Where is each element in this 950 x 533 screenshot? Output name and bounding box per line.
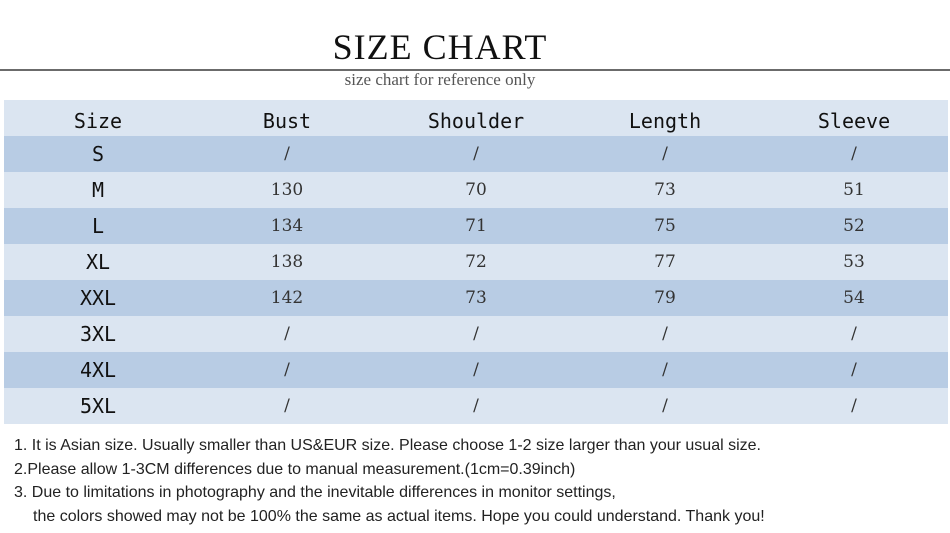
table-row [4,316,948,352]
length-cell: / [662,144,668,164]
size-cell: XL [85,250,111,274]
header-length: Length [628,109,702,133]
bust-cell: / [284,396,290,416]
length-cell: / [662,360,668,380]
table-row [4,280,948,316]
table-row [4,172,948,208]
sleeve-cell: 52 [843,216,865,236]
table-row [4,352,948,388]
shoulder-cell: / [473,396,479,416]
table-header-row [4,100,948,136]
sleeve-cell: / [851,324,857,344]
header-sleeve: Sleeve [817,109,891,133]
size-cell: 3XL [79,322,117,346]
shoulder-cell: 71 [465,216,487,236]
shoulder-cell: 72 [465,252,487,272]
length-cell: 73 [654,180,676,200]
length-cell: 79 [654,288,676,308]
bust-cell: 130 [270,180,304,200]
sleeve-cell: / [851,360,857,380]
bust-cell: 134 [270,216,304,236]
length-cell: / [662,396,668,416]
sleeve-cell: 53 [843,252,865,272]
note-measurement: 2.Please allow 1-3CM differences due to manual measurement.(1cm=0.39inch) [14,460,576,478]
shoulder-cell: 73 [465,288,487,308]
note-photography: 3. Due to limitations in photography and the inevitable differences in monitor settings, [14,484,616,501]
size-cell: 4XL [79,358,117,382]
table-row [4,208,948,244]
length-cell: 77 [654,252,676,272]
shoulder-cell: 70 [465,180,487,200]
table-row [4,244,948,280]
bust-cell: / [284,360,290,380]
bust-cell: 142 [270,288,304,308]
page-title: SIZE CHART [332,27,548,67]
length-cell: 75 [654,216,676,236]
page-subtitle: size chart for reference only [344,70,536,89]
size-cell: S [91,142,105,166]
bust-cell: / [284,144,290,164]
size-cell: XXL [79,286,117,310]
bust-cell: / [284,324,290,344]
sleeve-cell: 54 [843,288,865,308]
length-cell: / [662,324,668,344]
note-colors: the colors showed may not be 100% the same as actual items. Hope you could understand. Thank you! [33,507,765,525]
table-row [4,388,948,424]
header-shoulder: Shoulder [427,109,525,133]
size-cell: M [91,178,105,202]
table-row [4,136,948,172]
shoulder-cell: / [473,360,479,380]
header-bust: Bust [262,109,312,133]
shoulder-cell: / [473,324,479,344]
header-size: Size [73,109,123,133]
shoulder-cell: / [473,144,479,164]
size-table [4,100,948,424]
size-cell: 5XL [79,394,117,418]
note-asian-size: 1. It is Asian size. Usually smaller than US&EUR size. Please choose 1-2 size larger than your usual size. [14,437,761,454]
bust-cell: 138 [270,252,304,272]
size-cell: L [91,214,105,238]
sleeve-cell: 51 [843,180,865,200]
size-notes [14,434,944,528]
sleeve-cell: / [851,144,857,164]
sleeve-cell: / [851,396,857,416]
